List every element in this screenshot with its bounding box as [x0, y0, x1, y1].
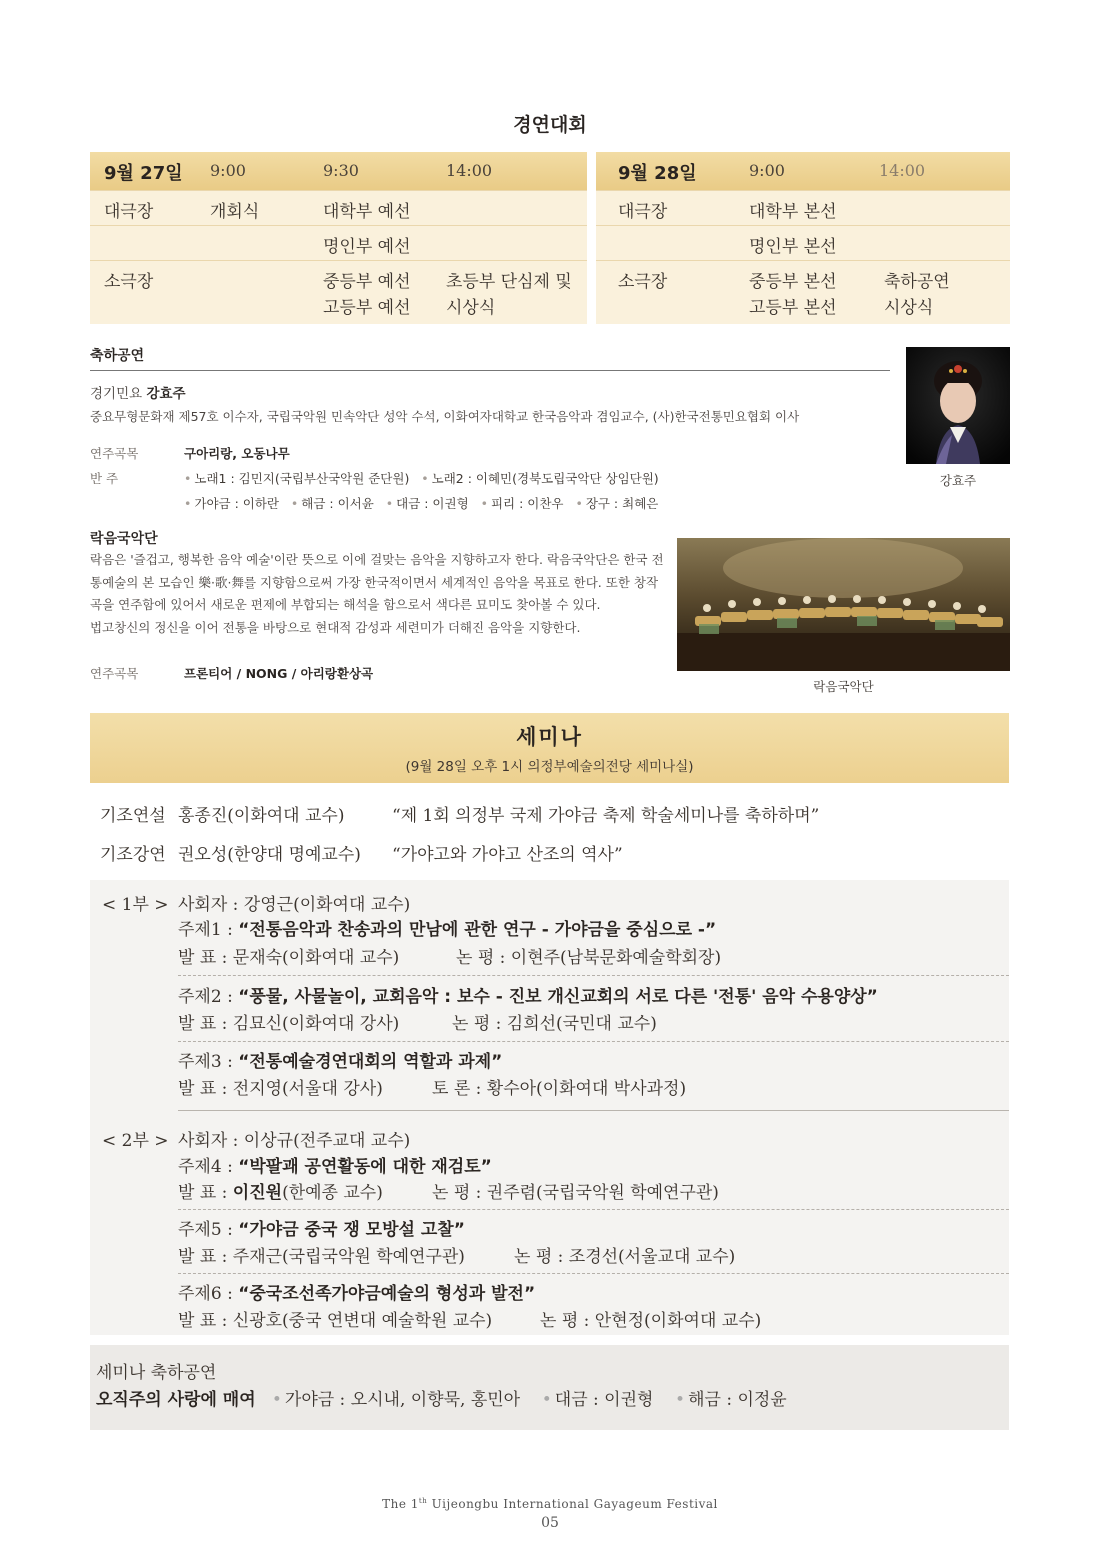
- presenter-name: 이진원: [232, 1183, 283, 1203]
- closing-title: 오직주의 사랑에 매여: [96, 1390, 256, 1410]
- topic-number: 주제2 :: [178, 987, 239, 1007]
- desc-line: 곡을 연주함에 있어서 새로운 편제에 부합되는 해석을 함으로서 색다른 묘미도 찾아볼 수 있다.: [90, 597, 601, 612]
- day1-venue: 소극장: [104, 272, 154, 292]
- accomp-credit: 노래1 : 김민지(국립부산국악원 준단원): [194, 471, 410, 486]
- topic-divider: [178, 1209, 1009, 1210]
- day1-cell: 중등부 예선: [323, 272, 411, 292]
- accomp-line-2: • 가야금 : 이하란 • 해금 : 이서윤 • 대금 : 이권형 • 피리 : 이찬우 • 장구 : 최혜은: [184, 496, 659, 511]
- day2-cell: 고등부 본선: [749, 298, 837, 318]
- closing-credit: 대금 : 이권형: [554, 1390, 654, 1410]
- performer1-program: [184, 444, 290, 462]
- performer2-name: 락음국악단: [90, 531, 158, 547]
- topic-title: “가야금 중국 쟁 모방설 고찰”: [238, 1220, 465, 1240]
- accomp-credit: 가야금 : 이하란: [194, 496, 279, 511]
- accomp-credit: 노래2 : 이혜민(경북도립국악단 상임단원): [431, 471, 659, 486]
- topic-2: [178, 982, 878, 1007]
- topic-presenter: 발 표 : 주재근(국립국악원 학예연구관): [178, 1247, 465, 1267]
- schedule-day2-header: [596, 152, 1010, 190]
- day2-cell: 명인부 본선: [749, 237, 837, 257]
- day1-cell: 시상식: [446, 298, 496, 318]
- page-number: 05: [541, 1515, 559, 1531]
- day1-venue: 대극장: [104, 202, 154, 222]
- closing-label: 세미나 축하공연: [96, 1363, 217, 1383]
- section-divider: [90, 370, 890, 371]
- day2-cell: 중등부 본선: [749, 272, 837, 292]
- performer1-accomp-label: 반 주: [90, 471, 119, 486]
- celebration-heading: 축하공연: [90, 348, 145, 364]
- schedule-day1-header: [90, 152, 587, 190]
- topic-number: 주제3 :: [178, 1052, 239, 1072]
- performer1-photo: [906, 347, 1010, 464]
- day1-row-1: [90, 190, 587, 225]
- topic-title: “전통음악과 찬송과의 만남에 관한 연구 - 가야금을 중심으로 -”: [238, 920, 717, 940]
- day1-cell: 초등부 단심제 및: [446, 272, 572, 292]
- keynote-label: 기조강연: [100, 845, 166, 865]
- day1-time-1: 9:00: [210, 161, 246, 180]
- topic-divider: [178, 1273, 1009, 1274]
- part2-label: < 2부 >: [102, 1131, 169, 1151]
- footer-festival-name: [0, 1497, 1100, 1511]
- day1-time-2: 9:30: [323, 161, 359, 180]
- performer1-photo-caption: 강효주: [939, 473, 977, 488]
- topic-title: “박팔괘 공연활동에 대한 재검토”: [238, 1157, 492, 1177]
- accomp-credit: 대금 : 이권형: [396, 496, 469, 511]
- day2-cell: 대학부 본선: [749, 202, 837, 222]
- part2-moderator: 사회자 : 이상규(전주교대 교수): [178, 1131, 411, 1151]
- topic-discussant: 논 평 : 김희선(국민대 교수): [452, 1014, 657, 1034]
- performer1-bio: 중요무형문화재 제57호 이수자, 국립국악원 민속악단 성악 수석, 이화여자대학교 한국음악과 겸임교수, (사)한국전통민요협회 이사: [90, 409, 800, 424]
- day1-cell: 개회식: [210, 202, 260, 222]
- topic-1: [178, 915, 716, 940]
- keynote-topic: “가야고와 가야고 산조의 역사”: [392, 845, 623, 865]
- topic-divider: [178, 1041, 1009, 1042]
- topic-presenter: [178, 1178, 383, 1203]
- topic-3: [178, 1047, 502, 1072]
- day1-row-2: [90, 225, 587, 260]
- performer1-program-value: 구아리랑, 오동나무: [184, 446, 290, 461]
- topic-presenter: 발 표 : 전지영(서울대 강사): [178, 1079, 383, 1099]
- keynote-topic: “제 1회 의정부 국제 가야금 축제 학술세미나를 축하하며”: [392, 806, 820, 826]
- schedule-day1: [90, 152, 587, 324]
- day1-cell: 대학부 예선: [323, 202, 411, 222]
- day2-cell: 축하공연: [884, 272, 950, 292]
- topic-number: 주제5 :: [178, 1220, 239, 1240]
- performer2-program-label: 연주곡목: [90, 666, 139, 681]
- desc-line: 락음은 '즐겁고, 행복한 음악 예술'이란 뜻으로 이에 걸맞는 음악을 지향하고자 한다. 락음국악단은 한국 전: [90, 552, 664, 567]
- topic-discussant: 논 평 : 안현정(이화여대 교수): [540, 1311, 762, 1331]
- topic-title: “중국조선족가야금예술의 형성과 발전”: [238, 1284, 536, 1304]
- part1-label: < 1부 >: [102, 895, 169, 915]
- performer2-photo: [677, 538, 1010, 671]
- topic-discussant: 논 평 : 권주렴(국립국악원 학예연구관): [432, 1183, 719, 1203]
- topic-discussant: 논 평 : 조경선(서울교대 교수): [514, 1247, 736, 1267]
- day2-row-2: [596, 225, 1010, 260]
- topic-number: 주제1 :: [178, 920, 239, 940]
- day1-cell: 고등부 예선: [323, 298, 411, 318]
- performer2-description: [90, 549, 675, 639]
- performer1-program-label: 연주곡목: [90, 446, 139, 461]
- topic-presenter: 발 표 : 김묘신(이화여대 강사): [178, 1014, 400, 1034]
- topic-discussant: 토 론 : 황수아(이화여대 박사과정): [432, 1079, 687, 1099]
- desc-line: 법고창신의 정신을 이어 전통을 바탕으로 현대적 감성과 세련미가 더해진 음악을 지향한다.: [90, 619, 581, 635]
- day2-time-1: 9:00: [749, 161, 785, 180]
- topic-4: [178, 1152, 492, 1177]
- day1-time-3: 14:00: [446, 161, 493, 180]
- topic-6: [178, 1279, 535, 1304]
- topic-5: [178, 1215, 465, 1240]
- day2-cell: 시상식: [884, 298, 934, 318]
- topic-number: 주제4 :: [178, 1157, 239, 1177]
- day1-cell: 명인부 예선: [323, 237, 411, 257]
- day2-date: 9월 28일: [618, 163, 697, 184]
- keynote-person: 홍종진(이화여대 교수): [178, 806, 345, 826]
- day2-row-1: [596, 190, 1010, 225]
- topic-discussant: 논 평 : 이현주(남북문화예술학회장): [456, 948, 722, 968]
- footer-ordinal: th: [418, 1497, 428, 1505]
- accomp-line-1: • 노래1 : 김민지(국립부산국악원 준단원) • 노래2 : 이혜민(경북도립국악단 상임단원): [184, 471, 659, 486]
- day1-row-3: [90, 260, 587, 325]
- topic-presenter: 발 표 : 문재숙(이화여대 교수): [178, 948, 400, 968]
- desc-line: 통예술의 본 모습인 樂·歌·舞를 지향함으로써 가장 한국적이면서 세계적인 음악을 목표로 한다. 또한 창작: [90, 574, 659, 590]
- day2-time-2: 14:00: [879, 161, 926, 180]
- day2-row-3: [596, 260, 1010, 325]
- footer-text: Uijeongbu International Gayageum Festival: [427, 1497, 718, 1511]
- accomp-credit: 피리 : 이찬우: [490, 496, 564, 511]
- footer-text: The 1: [382, 1497, 419, 1511]
- keynote-person: 권오성(한양대 명예교수): [178, 845, 361, 865]
- accomp-credit: 장구 : 최혜은: [585, 496, 659, 511]
- performer1-name: 강효주: [146, 386, 186, 402]
- performer1-genre: 경기민요: [90, 386, 143, 402]
- performer2-program: [184, 664, 373, 682]
- accomp-credit: 해금 : 이서윤: [301, 496, 374, 511]
- seminar-header: [90, 713, 1009, 783]
- topic-divider: [178, 975, 1009, 976]
- presenter-label: 발 표 :: [178, 1183, 233, 1203]
- performer2-program-value: 프론티어 / NONG / 아리랑환상곡: [184, 666, 374, 681]
- keynote-label: 기조연설: [100, 806, 166, 826]
- performer1-line: [90, 382, 186, 402]
- schedule-day2: [596, 152, 1010, 324]
- topic-presenter: 발 표 : 신광호(중국 연변대 예술학원 교수): [178, 1311, 493, 1331]
- day2-venue: 대극장: [618, 202, 668, 222]
- performer2-photo-caption: 락음국악단: [813, 679, 874, 694]
- day1-date: 9월 27일: [104, 163, 183, 184]
- part1-moderator: 사회자 : 강영근(이화여대 교수): [178, 895, 411, 915]
- topic-number: 주제6 :: [178, 1284, 239, 1304]
- closing-line: 오직주의 사랑에 매여 • 가야금 : 오시내, 이향묵, 홍민아 • 대금 : 이권형 • 해금 : 이정윤: [96, 1390, 787, 1410]
- part-divider: [178, 1110, 1009, 1111]
- day2-venue: 소극장: [618, 272, 668, 292]
- seminar-title: 세미나: [516, 725, 583, 749]
- topic-title: “전통예술경연대회의 역할과 과제”: [238, 1052, 503, 1072]
- presenter-affiliation: (한예종 교수): [282, 1183, 383, 1203]
- seminar-subtitle: (9월 28일 오후 1시 의정부예술의전당 세미나실): [405, 759, 694, 775]
- closing-credit: 해금 : 이정윤: [688, 1390, 787, 1410]
- closing-credit: 가야금 : 오시내, 이향묵, 홍민아: [284, 1390, 521, 1410]
- competition-title: 경연대회: [513, 114, 587, 136]
- topic-title: “풍물, 사물놀이, 교회음악 : 보수 - 진보 개신교회의 서로 다른 '전통' 음악 수용양상”: [238, 987, 878, 1007]
